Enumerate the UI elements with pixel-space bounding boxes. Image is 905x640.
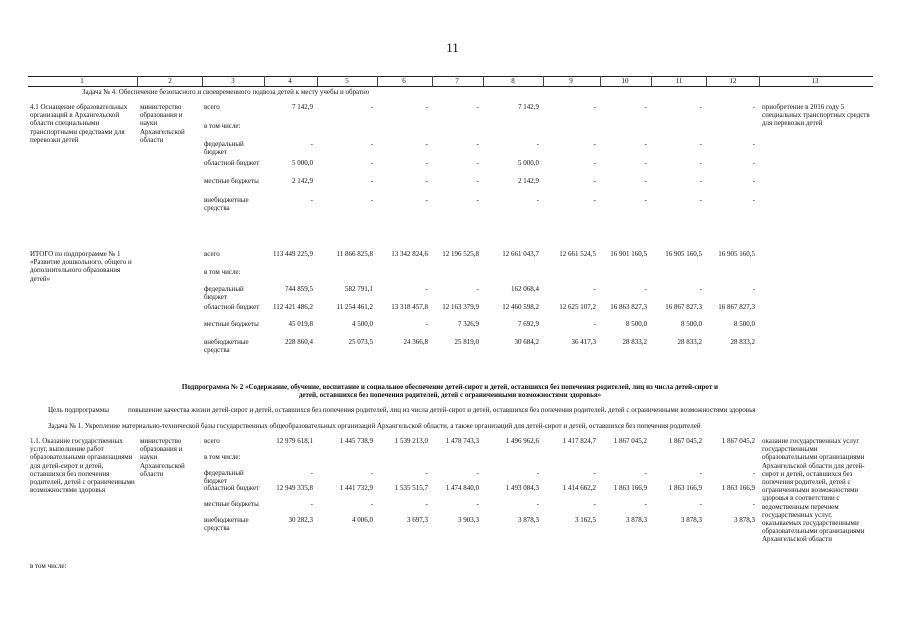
row41-value: - <box>476 177 479 185</box>
row11-value: 4 006,0 <box>352 516 373 524</box>
itogo-value: 113 449 225,9 <box>273 250 313 258</box>
row41-value: - <box>752 103 755 111</box>
row11-value: 3 903,3 <box>458 516 479 524</box>
subprogram-2-title: Подпрограмма № 2 «Содержание, обучение, воспитание и социальное обеспечение детей-сирот и детей, оставшихся без попечения родителей, лиц из числа детей-сирот и детей, оставшихся без попечения родителей, детей с ограниченными возможностями здоровья» <box>181 383 719 400</box>
itogo-value: 24 366,8 <box>403 337 428 346</box>
row41-value: 7 142,9 <box>518 103 539 111</box>
row41-value: - <box>310 140 313 148</box>
itogo-value: 25 819,0 <box>454 337 479 346</box>
row41-value: - <box>699 158 702 167</box>
row41-value: 7 142,9 <box>292 103 313 111</box>
itogo-value: 36 417,3 <box>571 337 596 346</box>
row11-value: 1 474 840,0 <box>445 484 479 493</box>
header-col-divider <box>137 76 138 86</box>
row11-value: 12 949 335,8 <box>276 484 313 493</box>
itogo-value: 16 901 160,5 <box>610 250 647 258</box>
row41-value: - <box>699 195 702 204</box>
row11-value: 1 867 045,2 <box>721 437 755 445</box>
row11-value: - <box>536 500 539 509</box>
row41-value: - <box>644 195 647 204</box>
row11-value: 3 162,5 <box>575 516 596 524</box>
row41-value: - <box>425 195 428 204</box>
header-col-divider <box>543 76 544 86</box>
row11-value: 1 539 213,0 <box>394 437 428 445</box>
footer-note: в том числе: <box>30 562 67 570</box>
row11-name: 1.1. Оказание государственных услуг, выполнение работ образовательными организациями для детей-сирот и детей, оставшихся без попечения родителей, детей с ограниченными возможностями здоровья <box>30 437 135 495</box>
itogo-value: 12 196 525,8 <box>442 250 479 258</box>
row41-executor: министерство образования и науки Архангельской области <box>140 103 185 144</box>
header-col-divider <box>706 76 707 86</box>
itogo-value: 112 421 486,2 <box>273 302 313 311</box>
itogo-name: ИТОГО по подпрограмме № 1 «Развитие дошкольного, общего и дополнительного образования детей» <box>30 250 132 283</box>
row11-value: - <box>425 468 428 477</box>
row41-source: федеральный бюджет <box>204 140 244 157</box>
header-col-divider <box>264 76 265 86</box>
row41-value: - <box>476 103 479 111</box>
itogo-value: - <box>644 285 647 293</box>
row41-value: - <box>370 195 373 204</box>
itogo-source: областной бюджет <box>204 302 260 311</box>
row11-value: - <box>536 468 539 477</box>
itogo-value: 25 073,5 <box>348 337 373 346</box>
row41-value: - <box>425 177 428 185</box>
itogo-value: 12 163 379,9 <box>442 302 479 311</box>
itogo-value: 8 500,0 <box>734 320 755 328</box>
row11-source: федеральный бюджет <box>204 468 244 485</box>
row41-value: 5 000,0 <box>292 158 313 167</box>
column-header-8: 8 <box>511 77 515 85</box>
row11-value: 3 878,3 <box>681 516 702 524</box>
row41-value: - <box>752 158 755 167</box>
column-header-5: 5 <box>345 77 349 85</box>
itogo-source: федеральный бюджет <box>204 285 244 302</box>
row41-source: в том числе: <box>204 121 241 130</box>
header-col-divider <box>483 76 484 86</box>
itogo-value: 8 500,0 <box>626 320 647 328</box>
itogo-value: 744 859,5 <box>285 285 313 293</box>
row41-source: всего <box>204 103 220 111</box>
header-col-divider <box>600 76 601 86</box>
itogo-value: 16 867 827,3 <box>665 302 702 311</box>
row41-name: 4.1 Оснащение образовательных организаций в Архангельской области специальными транспортными средствами для перевозки детей <box>30 103 128 144</box>
row41-value: - <box>644 103 647 111</box>
row11-value: 1 863 166,9 <box>721 484 755 493</box>
column-header-1: 1 <box>80 77 84 85</box>
row11-value: 1 867 045,2 <box>613 437 647 445</box>
itogo-value: 8 500,0 <box>681 320 702 328</box>
header-col-divider <box>759 76 760 86</box>
row11-source: в том числе: <box>204 452 241 461</box>
itogo-value: - <box>593 285 596 293</box>
row41-value: - <box>644 177 647 185</box>
header-line-bottom <box>28 86 873 87</box>
row11-value: 3 878,3 <box>626 516 647 524</box>
column-header-12: 12 <box>729 77 737 85</box>
header-col-divider <box>202 76 203 86</box>
row11-value: 1 493 084,3 <box>505 484 539 493</box>
row41-value: - <box>593 103 596 111</box>
row41-result: приобретение в 2016 году 5 специальных транспортных средств для перевозки детей <box>762 103 870 128</box>
task-4-title: Задача № 4. Обеспечение безопасного и своевременного подвоза детей к месту учебы и обратно <box>82 88 370 96</box>
row41-value: - <box>644 140 647 148</box>
row41-source: внебюджетные средства <box>204 195 249 212</box>
column-header-6: 6 <box>402 77 406 85</box>
row41-value: - <box>699 140 702 148</box>
column-header-2: 2 <box>168 77 172 85</box>
row11-value: - <box>593 500 596 509</box>
itogo-value: 28 833,2 <box>622 337 647 346</box>
header-col-divider <box>317 76 318 86</box>
row41-value: - <box>425 140 428 148</box>
row41-source: местные бюджеты <box>204 177 259 185</box>
row41-value: - <box>536 195 539 204</box>
row11-value: - <box>476 468 479 477</box>
row11-value: 3 878,3 <box>518 516 539 524</box>
row11-value: - <box>699 500 702 509</box>
itogo-value: 12 661 524,5 <box>559 250 596 258</box>
itogo-value: 12 460 598,2 <box>502 302 539 311</box>
row11-value: 1 535 515,7 <box>394 484 428 493</box>
row11-value: 3 878,3 <box>734 516 755 524</box>
column-header-11: 11 <box>675 77 683 85</box>
row11-value: - <box>310 500 313 509</box>
row41-value: - <box>699 103 702 111</box>
row11-value: - <box>593 468 596 477</box>
row11-value: - <box>425 500 428 509</box>
row11-source: всего <box>204 437 220 445</box>
row11-value: 1 496 962,6 <box>505 437 539 445</box>
itogo-value: 28 833,2 <box>677 337 702 346</box>
itogo-value: 4 500,0 <box>352 320 373 328</box>
column-header-7: 7 <box>455 77 459 85</box>
row11-value: 1 863 166,9 <box>613 484 647 493</box>
header-col-divider <box>651 76 652 86</box>
row11-value: 1 478 743,3 <box>445 437 479 445</box>
row41-value: - <box>425 103 428 111</box>
itogo-value: 45 019,8 <box>288 320 313 328</box>
itogo-value: 11 866 825,8 <box>336 250 373 258</box>
row41-value: 2 142,9 <box>292 177 313 185</box>
row11-value: 1 863 166,9 <box>668 484 702 493</box>
row11-executor: министерство образования и науки Архангельской области <box>140 437 185 478</box>
row41-value: - <box>752 177 755 185</box>
itogo-value: 228 860,4 <box>285 337 313 346</box>
itogo-value: 28 833,2 <box>730 337 755 346</box>
row11-value: - <box>310 468 313 477</box>
task-1-title: Задача № 1. Укрепление материально-технической базы государственных общеобразовательных организаций Архангельской области, а также организаций для детей-сирот и детей, оставшихся без попечения родителей <box>48 422 701 430</box>
row41-value: - <box>425 158 428 167</box>
itogo-value: 12 661 043,7 <box>502 250 539 258</box>
goal-text: повышение качества жизни детей-сирот и детей, оставшихся без попечения родителей, лиц из числа детей-сирот и детей, оставшихся без попечения родителей, детей с ограниченными возможностями здоровья <box>128 406 756 414</box>
row41-value: 5 000,0 <box>518 158 539 167</box>
itogo-source: всего <box>204 250 220 258</box>
row11-source: областной бюджет <box>204 484 260 493</box>
row41-value: - <box>476 195 479 204</box>
goal-label: Цель подпрограммы <box>48 406 109 414</box>
row11-value: 1 417 824,7 <box>562 437 596 445</box>
column-header-4: 4 <box>288 77 292 85</box>
itogo-value: 16 905 160,5 <box>665 250 702 258</box>
row11-value: - <box>644 468 647 477</box>
row41-value: - <box>593 177 596 185</box>
itogo-value: 12 625 107,2 <box>559 302 596 311</box>
itogo-value: - <box>476 285 479 293</box>
row41-value: - <box>699 177 702 185</box>
row11-value: 12 979 618,1 <box>276 437 313 445</box>
row11-value: 1 867 045,2 <box>668 437 702 445</box>
row11-value: - <box>476 500 479 509</box>
column-header-9: 9 <box>569 77 573 85</box>
row41-value: - <box>370 103 373 111</box>
row11-value: - <box>644 500 647 509</box>
row41-value: - <box>593 195 596 204</box>
row11-result: оказание государственных услуг государственными образовательными организациями Архангельской области для детей-сирот и детей, оставшихся без попечения родителей, детей с ограниченными возможностями здоровья в соответствии с ведомственным перечнем государственных услуг, оказываемых государственными образовательными организациями Архангельской области <box>762 437 865 544</box>
row11-value: - <box>699 468 702 477</box>
column-header-13: 13 <box>811 77 819 85</box>
itogo-value: - <box>425 285 428 293</box>
itogo-value: 16 863 827,3 <box>610 302 647 311</box>
row11-value: - <box>370 468 373 477</box>
itogo-value: 16 905 160,5 <box>718 250 755 258</box>
itogo-value: 30 684,2 <box>514 337 539 346</box>
itogo-value: - <box>752 285 755 293</box>
itogo-value: 16 867 827,3 <box>718 302 755 311</box>
row41-value: - <box>476 158 479 167</box>
itogo-value: 582 791,1 <box>345 285 373 293</box>
row11-value: 1 441 732,9 <box>339 484 373 493</box>
itogo-value: 11 254 461,2 <box>336 302 373 311</box>
row41-value: - <box>593 158 596 167</box>
itogo-value: 7 326,9 <box>458 320 479 328</box>
itogo-value: 13 318 457,8 <box>391 302 428 311</box>
itogo-source: в том числе: <box>204 267 241 276</box>
row11-value: 1 445 738,9 <box>339 437 373 445</box>
row11-source: внебюджетные средства <box>204 516 249 533</box>
itogo-source: внебюджетные средства <box>204 337 249 354</box>
row41-value: - <box>593 140 596 148</box>
row41-value: - <box>310 195 313 204</box>
row41-value: - <box>370 158 373 167</box>
itogo-value: - <box>699 285 702 293</box>
itogo-value: 13 342 824,6 <box>391 250 428 258</box>
itogo-value: 162 068,4 <box>511 285 539 293</box>
itogo-value: - <box>425 320 428 328</box>
row41-value: - <box>476 140 479 148</box>
row41-value: - <box>644 158 647 167</box>
column-header-3: 3 <box>231 77 235 85</box>
row11-value: 3 697,3 <box>407 516 428 524</box>
itogo-source: местные бюджеты <box>204 320 259 328</box>
page-number: 11 <box>446 40 459 55</box>
itogo-value: 7 692,9 <box>518 320 539 328</box>
row11-value: 30 282,3 <box>288 516 313 524</box>
row11-value: 1 414 662,2 <box>562 484 596 493</box>
row11-source: местные бюджеты <box>204 500 259 509</box>
row41-value: - <box>752 195 755 204</box>
row11-value: - <box>752 500 755 509</box>
row41-value: - <box>752 140 755 148</box>
row41-value: - <box>370 177 373 185</box>
header-col-divider <box>377 76 378 86</box>
row41-value: - <box>536 140 539 148</box>
column-header-10: 10 <box>621 77 629 85</box>
row41-value: - <box>370 140 373 148</box>
itogo-value: - <box>593 320 596 328</box>
row11-value: - <box>752 468 755 477</box>
row11-value: - <box>370 500 373 509</box>
row41-value: 2 142,9 <box>518 177 539 185</box>
row41-source: областной бюджет <box>204 158 260 167</box>
header-col-divider <box>432 76 433 86</box>
